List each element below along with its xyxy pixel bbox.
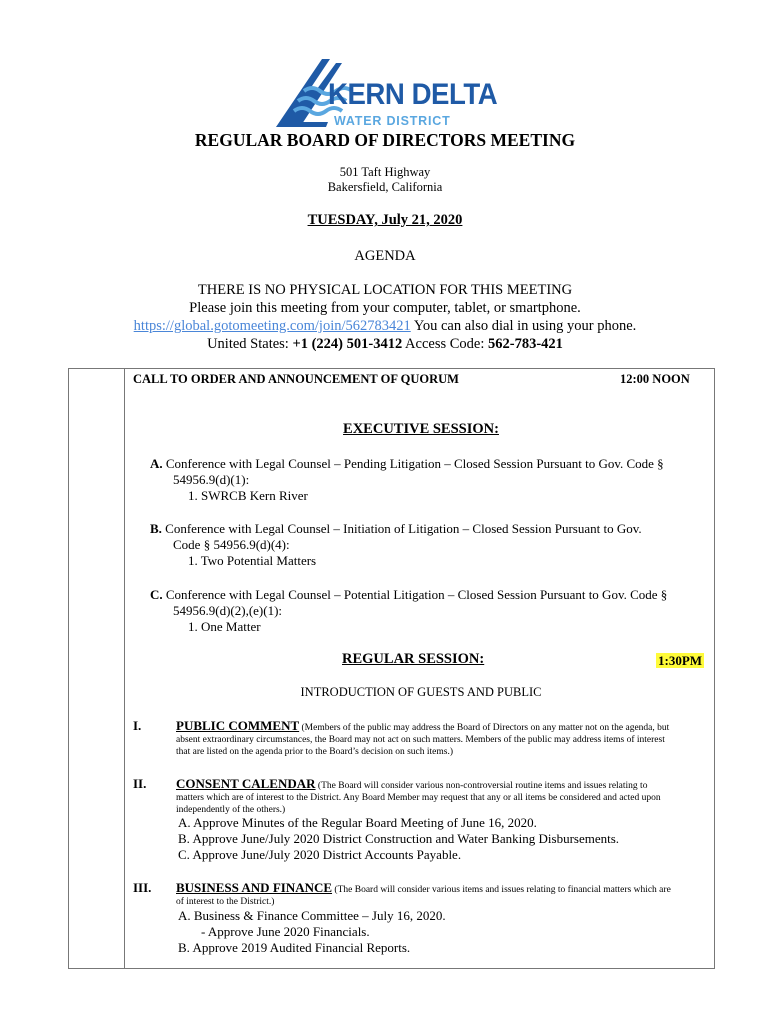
exec-item-b-line2: Code § 54956.9(d)(4): (173, 537, 290, 552)
exec-item-a-line2: 54956.9(d)(1): (173, 472, 250, 487)
exec-item-a-sub: 1. SWRCB Kern River (188, 488, 308, 503)
section-iii-item-a: A. Business & Finance Committee – July 16, 2020. (178, 908, 446, 923)
section-i-number: I. (133, 718, 142, 733)
section-iii-item-a-sub: - Approve June 2020 Financials. (201, 924, 370, 939)
exec-item-c-line2: 54956.9(d)(2),(e)(1): (173, 603, 283, 618)
section-i-note1: (Members of the public may address the Board of Directors on any matter not on the agenda, but (299, 723, 670, 733)
exec-item-c-sub: 1. One Matter (188, 619, 261, 634)
intro-guests: INTRODUCTION OF GUESTS AND PUBLIC (300, 685, 542, 699)
section-i (176, 717, 706, 758)
section-ii-note1: (The Board will consider various non-controversial routine items and issues relating to (315, 781, 648, 791)
exec-item-a (150, 456, 664, 472)
section-iii-note1: (The Board will consider various items and issues relating to financial matters which are (332, 885, 671, 895)
meeting-link-line (0, 318, 770, 335)
exec-item-b-line1: Conference with Legal Counsel – Initiation of Litigation – Closed Session Pursuant to Gov. (165, 521, 642, 536)
section-iii-title: BUSINESS AND FINANCE (176, 880, 333, 895)
section-iii-number: III. (133, 880, 152, 895)
address-line1: 501 Taft Highway (339, 165, 431, 179)
access-code: 562-783-421 (488, 336, 563, 352)
section-ii-item-b: B. Approve June/July 2020 District Construction and Water Banking Disbursements. (178, 831, 620, 846)
section-ii-item-a: A. Approve Minutes of the Regular Board Meeting of June 16, 2020. (178, 815, 537, 830)
section-iii-note2: of interest to the District.) (176, 897, 275, 907)
dial-text: You can also dial in using your phone. (410, 318, 637, 334)
section-ii (176, 775, 706, 816)
section-iii-item-b: B. Approve 2019 Audited Financial Reports. (178, 940, 411, 955)
call-to-order-time: 12:00 NOON (620, 372, 690, 386)
us-label: United States: (207, 336, 293, 352)
join-instructions: Please join this meeting from your computer, tablet, or smartphone. (189, 300, 581, 316)
executive-session-heading: EXECUTIVE SESSION: (343, 421, 499, 437)
exec-item-b-sub: 1. Two Potential Matters (188, 553, 317, 568)
section-iii (176, 879, 706, 909)
meeting-link[interactable]: https://global.gotomeeting.com/join/562783421 (133, 318, 411, 334)
table-divider (124, 368, 125, 968)
section-i-note2: absent extraordinary circumstances, the Board may not act on such matters. Members of the public may address items of interest (176, 735, 665, 745)
section-ii-number: II. (133, 776, 147, 791)
no-location-notice: THERE IS NO PHYSICAL LOCATION FOR THIS MEETING (197, 282, 573, 298)
regular-session-time: 1:30PM (658, 653, 703, 668)
exec-item-b-letter: B. (150, 521, 162, 536)
section-ii-note2: matters which are of interest to the District. Any Board Member may request that any or all items be considered and acted upon (176, 793, 661, 803)
agenda-label: AGENDA (354, 248, 416, 264)
logo-name: KERN DELTA (328, 78, 498, 111)
section-i-title: PUBLIC COMMENT (176, 718, 300, 733)
section-i-note3: that are listed on the agenda prior to the Board’s decision on such items.) (176, 746, 454, 757)
exec-item-c-letter: C. (150, 587, 163, 602)
logo-subtitle: WATER DISTRICT (334, 114, 451, 128)
exec-item-a-line1: Conference with Legal Counsel – Pending Litigation – Closed Session Pursuant to Gov. Code § (165, 456, 664, 471)
phone-number: +1 (224) 501-3412 (292, 336, 403, 352)
section-ii-item-c: C. Approve June/July 2020 District Accounts Payable. (178, 847, 462, 862)
regular-session-time-wrap (656, 652, 704, 670)
call-to-order-label: CALL TO ORDER AND ANNOUNCEMENT OF QUORUM (133, 372, 459, 386)
meeting-date: TUESDAY, July 21, 2020 (307, 212, 463, 228)
exec-item-c (150, 587, 667, 603)
exec-item-a-letter: A. (150, 456, 163, 471)
section-ii-note3: independently of the others.) (176, 804, 286, 815)
address-line2: Bakersfield, California (327, 180, 443, 194)
exec-item-b (150, 521, 642, 537)
exec-item-c-line1: Conference with Legal Counsel – Potential Litigation – Closed Session Pursuant to Gov. Code § (165, 587, 668, 602)
section-ii-title: CONSENT CALENDAR (176, 776, 316, 791)
page-title: REGULAR BOARD OF DIRECTORS MEETING (194, 130, 576, 150)
dial-in-line (0, 336, 770, 353)
regular-session-heading: REGULAR SESSION: (342, 651, 485, 667)
access-label: Access Code: (402, 336, 488, 352)
